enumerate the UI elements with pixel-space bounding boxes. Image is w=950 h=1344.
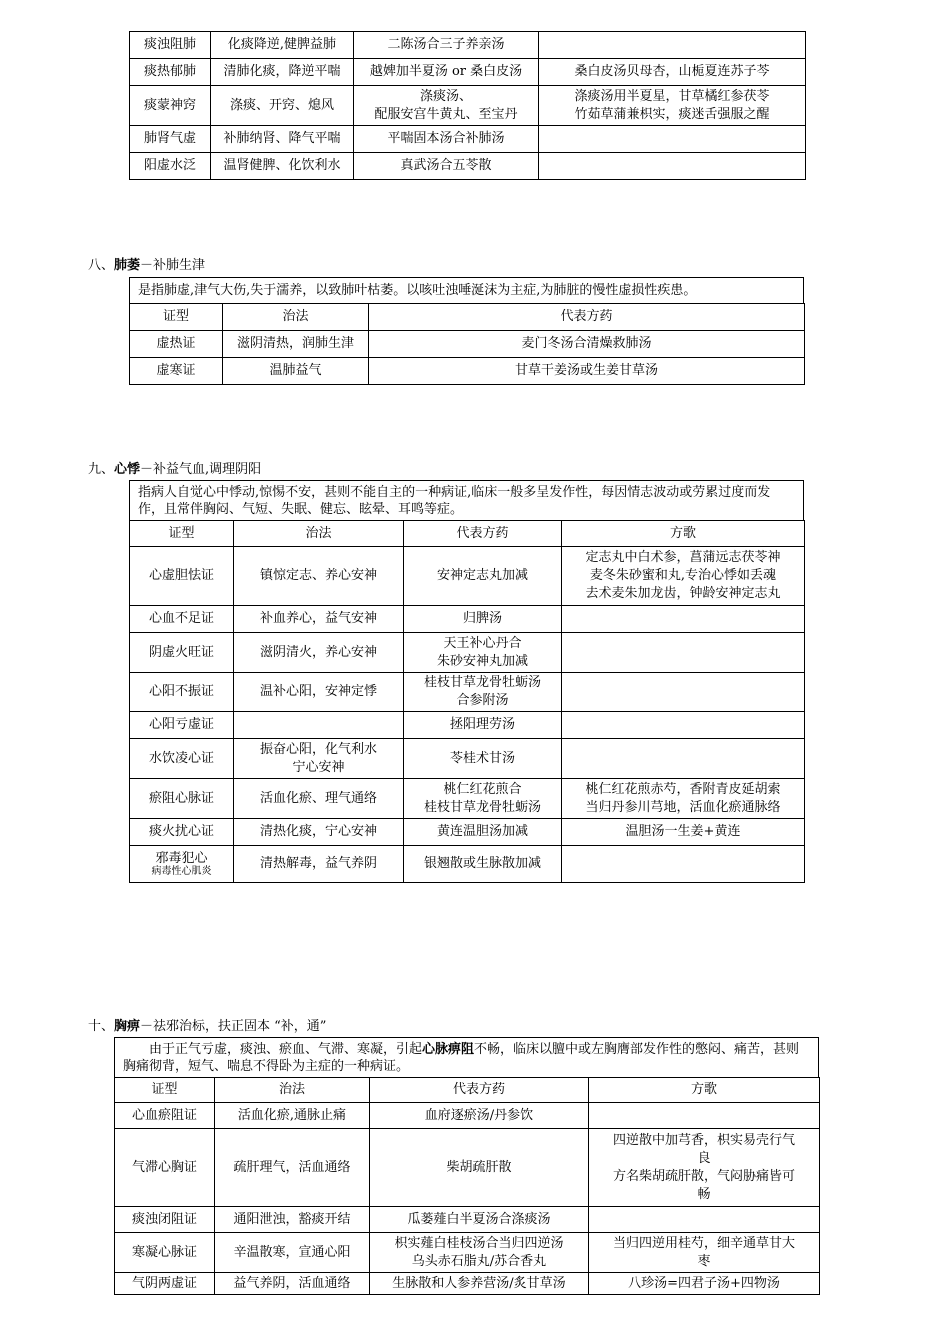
top-table [129, 31, 806, 180]
column-header: 治法 [234, 521, 404, 547]
cell: 补血养心，益气安神 [234, 606, 404, 633]
section-10-intro [114, 1037, 819, 1078]
table-row [130, 633, 805, 673]
cell: 虚热证 [130, 331, 223, 358]
cell: 心阳亏虚证 [130, 712, 234, 739]
section-9-intro [129, 480, 804, 521]
cell: 阳虚水泛 [130, 153, 211, 180]
section-10-heading [88, 1019, 326, 1035]
cell: 水饮凌心证 [130, 739, 234, 779]
table-row [130, 126, 806, 153]
cell: 虚寒证 [130, 358, 223, 385]
cell: 痰热郁肺 [130, 59, 211, 86]
cell: 辛温散寒，宣通心阳 [215, 1233, 370, 1273]
column-header: 代表方药 [370, 1078, 589, 1103]
cell [562, 739, 805, 779]
cell: 温肾健脾、化饮利水 [211, 153, 354, 180]
cell: 痰浊阻肺 [130, 32, 211, 59]
cell: 瓜蒌薤白半夏汤合涤痰汤 [370, 1207, 589, 1233]
cell [130, 846, 234, 883]
section-9-heading [88, 462, 261, 478]
cell: 八珍汤=四君子汤+四物汤 [589, 1273, 820, 1295]
cell [234, 712, 404, 739]
table-row [130, 59, 806, 86]
cell: 桑白皮汤贝母杏，山栀夏连苏子芩 [539, 59, 806, 86]
cell: 心虚胆怯证 [130, 547, 234, 606]
cell: 温补心阳，安神定悸 [234, 673, 404, 712]
cell: 痰火扰心证 [130, 819, 234, 846]
table-row [130, 819, 805, 846]
cell: 清热解毒，益气养阴 [234, 846, 404, 883]
cell: 枳实薤白桂枝汤合当归四逆汤 乌头赤石脂丸/苏合香丸 [370, 1233, 589, 1273]
intro-part-b: 不畅，临床以膻中或左胸膺部发作性的憋闷、痛苦，甚则胸痛彻背，短气、喘息不得卧为主症的一种病证。 [123, 1041, 800, 1074]
table-row [115, 1233, 820, 1273]
cell: 平喘固本汤合补肺汤 [354, 126, 539, 153]
table-row [130, 547, 805, 606]
cell: 活血化瘀,通脉止痛 [215, 1103, 370, 1129]
column-header: 方歌 [589, 1078, 820, 1103]
table-row [130, 32, 806, 59]
cell [562, 846, 805, 883]
cell: 柴胡疏肝散 [370, 1129, 589, 1207]
cell: 心血瘀阻证 [115, 1103, 215, 1129]
table-row [130, 779, 805, 819]
cell: 痰浊闭阻证 [115, 1207, 215, 1233]
cell: 肺肾气虚 [130, 126, 211, 153]
cell: 四逆散中加芎香，枳实易壳行气 良 方名柴胡疏肝散，气闷胁痛皆可 畅 [589, 1129, 820, 1207]
cell: 桂枝甘草龙骨牡蛎汤 合参附汤 [404, 673, 562, 712]
table-row [130, 606, 805, 633]
table-row [130, 712, 805, 739]
heading-bold: 肺萎 [114, 258, 141, 273]
table-row [130, 739, 805, 779]
table-header-row [130, 304, 805, 331]
heading-prefix: 九、 [88, 462, 115, 477]
cell: 桃仁红花煎合 桂枝甘草龙骨牡蛎汤 [404, 779, 562, 819]
cell: 真武汤合五苓散 [354, 153, 539, 180]
cell: 涤痰、开窍、熄风 [211, 86, 354, 126]
cell: 痰蒙神窍 [130, 86, 211, 126]
cell: 气阴两虚证 [115, 1273, 215, 1295]
cell: 疏肝理气，活血通络 [215, 1129, 370, 1207]
cell: 益气养阴，活血通络 [215, 1273, 370, 1295]
cell: 清热化痰，宁心安神 [234, 819, 404, 846]
cell: 越婢加半夏汤 or 桑白皮汤 [354, 59, 539, 86]
cell: 瘀阻心脉证 [130, 779, 234, 819]
cell: 通阳泄浊，豁痰开结 [215, 1207, 370, 1233]
table-header-row [130, 521, 805, 547]
cell [562, 606, 805, 633]
section-9-table [129, 520, 805, 883]
section-8-intro [129, 277, 804, 304]
table-row [130, 358, 805, 385]
heading-bold: 心悸 [114, 462, 141, 477]
cell: 滋阴清热，润肺生津 [223, 331, 369, 358]
cell: 黄连温胆汤加减 [404, 819, 562, 846]
cell [539, 153, 806, 180]
cell: 镇惊定志、养心安神 [234, 547, 404, 606]
section-10-table [114, 1077, 820, 1295]
heading-rest: －补肺生津 [140, 258, 206, 273]
section-8-heading [88, 258, 205, 274]
cell: 心血不足证 [130, 606, 234, 633]
cell: 涤痰汤、 配服安宫牛黄丸、至宝丹 [354, 86, 539, 126]
table-row [115, 1129, 820, 1207]
column-header: 证型 [130, 521, 234, 547]
cell: 甘草干姜汤或生姜甘草汤 [369, 358, 805, 385]
cell [589, 1207, 820, 1233]
cell: 麦门冬汤合清燥救肺汤 [369, 331, 805, 358]
cell [539, 32, 806, 59]
cell: 温肺益气 [223, 358, 369, 385]
cell: 安神定志丸加减 [404, 547, 562, 606]
cell: 拯阳理劳汤 [404, 712, 562, 739]
cell: 心阳不振证 [130, 673, 234, 712]
cell: 桃仁红花煎赤芍，香附青皮延胡索 当归丹参川芎地，活血化瘀通脉络 [562, 779, 805, 819]
column-header: 治法 [215, 1078, 370, 1103]
heading-bold: 胸痹 [114, 1019, 141, 1034]
cell [562, 712, 805, 739]
cell: 定志丸中白术参，菖蒲远志茯苓神 麦冬朱砂蜜和丸,专治心悸如丢魂 去术麦朱加龙齿，钟龄安神定志丸 [562, 547, 805, 606]
column-header: 代表方药 [404, 521, 562, 547]
column-header: 证型 [115, 1078, 215, 1103]
heading-rest: －补益气血,调理阴阳 [140, 462, 262, 477]
cell: 生脉散和人参养营汤/炙甘草汤 [370, 1273, 589, 1295]
cell [589, 1103, 820, 1129]
cell: 涤痰汤用半夏星，甘草橘红参茯苓 竹茹草蒲兼枳实，痰迷舌强服之醒 [539, 86, 806, 126]
column-header: 方歌 [562, 521, 805, 547]
cell: 温胆汤一生姜+黄连 [562, 819, 805, 846]
cell: 振奋心阳，化气利水 宁心安神 [234, 739, 404, 779]
intro-text: 指病人自觉心中悸动,惊惕不安，甚则不能自主的一种病证,临床一般多呈发作性，每因情志波动或劳累过度而发作，且常伴胸闷、气短、失眠、健忘、眩晕、耳鸣等症。 [130, 481, 804, 521]
cell: 当归四逆用桂芍，细辛通草甘大 枣 [589, 1233, 820, 1273]
cell: 气滞心胸证 [115, 1129, 215, 1207]
cell-main-text: 邪毒犯心 [155, 850, 208, 866]
column-header: 证型 [130, 304, 223, 331]
column-header: 治法 [223, 304, 369, 331]
cell: 化痰降逆,健脾益肺 [211, 32, 354, 59]
heading-rest: －祛邪治标，扶正固本 “补，通” [140, 1019, 327, 1034]
cell: 银翘散或生脉散加减 [404, 846, 562, 883]
cell: 滋阴清火，养心安神 [234, 633, 404, 673]
table-row [130, 331, 805, 358]
cell: 阴虚火旺证 [130, 633, 234, 673]
section-8-table [129, 303, 805, 385]
table-row [115, 1273, 820, 1295]
cell: 苓桂术甘汤 [404, 739, 562, 779]
cell [562, 673, 805, 712]
table-header-row [115, 1078, 820, 1103]
table-row [115, 1103, 820, 1129]
cell: 血府逐瘀汤/丹参饮 [370, 1103, 589, 1129]
intro-bold: 心脉痹阻 [422, 1041, 475, 1057]
cell: 补肺纳肾、降气平喘 [211, 126, 354, 153]
cell: 清肺化痰，降逆平喘 [211, 59, 354, 86]
cell [539, 126, 806, 153]
table-row [130, 846, 805, 883]
cell: 归脾汤 [404, 606, 562, 633]
intro-text: 是指肺虚,津气大伤,失于濡养，以致肺叶枯萎。以咳吐浊唾涎沫为主症,为肺脏的慢性虚损性疾患。 [130, 278, 804, 304]
cell-note: 病毒性心肌炎 [151, 865, 212, 877]
table-row [130, 86, 806, 126]
cell: 寒凝心脉证 [115, 1233, 215, 1273]
intro-part-a: 由于正气亏虚，痰浊、瘀血、气滞、寒凝，引起 [149, 1041, 423, 1057]
table-row [130, 153, 806, 180]
table-row [130, 673, 805, 712]
heading-prefix: 十、 [88, 1019, 115, 1034]
cell [562, 633, 805, 673]
column-header: 代表方药 [369, 304, 805, 331]
cell: 二陈汤合三子养亲汤 [354, 32, 539, 59]
table-row [115, 1207, 820, 1233]
cell: 天王补心丹合 朱砂安神丸加减 [404, 633, 562, 673]
cell: 活血化瘀、理气通络 [234, 779, 404, 819]
intro-text [115, 1038, 819, 1078]
heading-prefix: 八、 [88, 258, 115, 273]
